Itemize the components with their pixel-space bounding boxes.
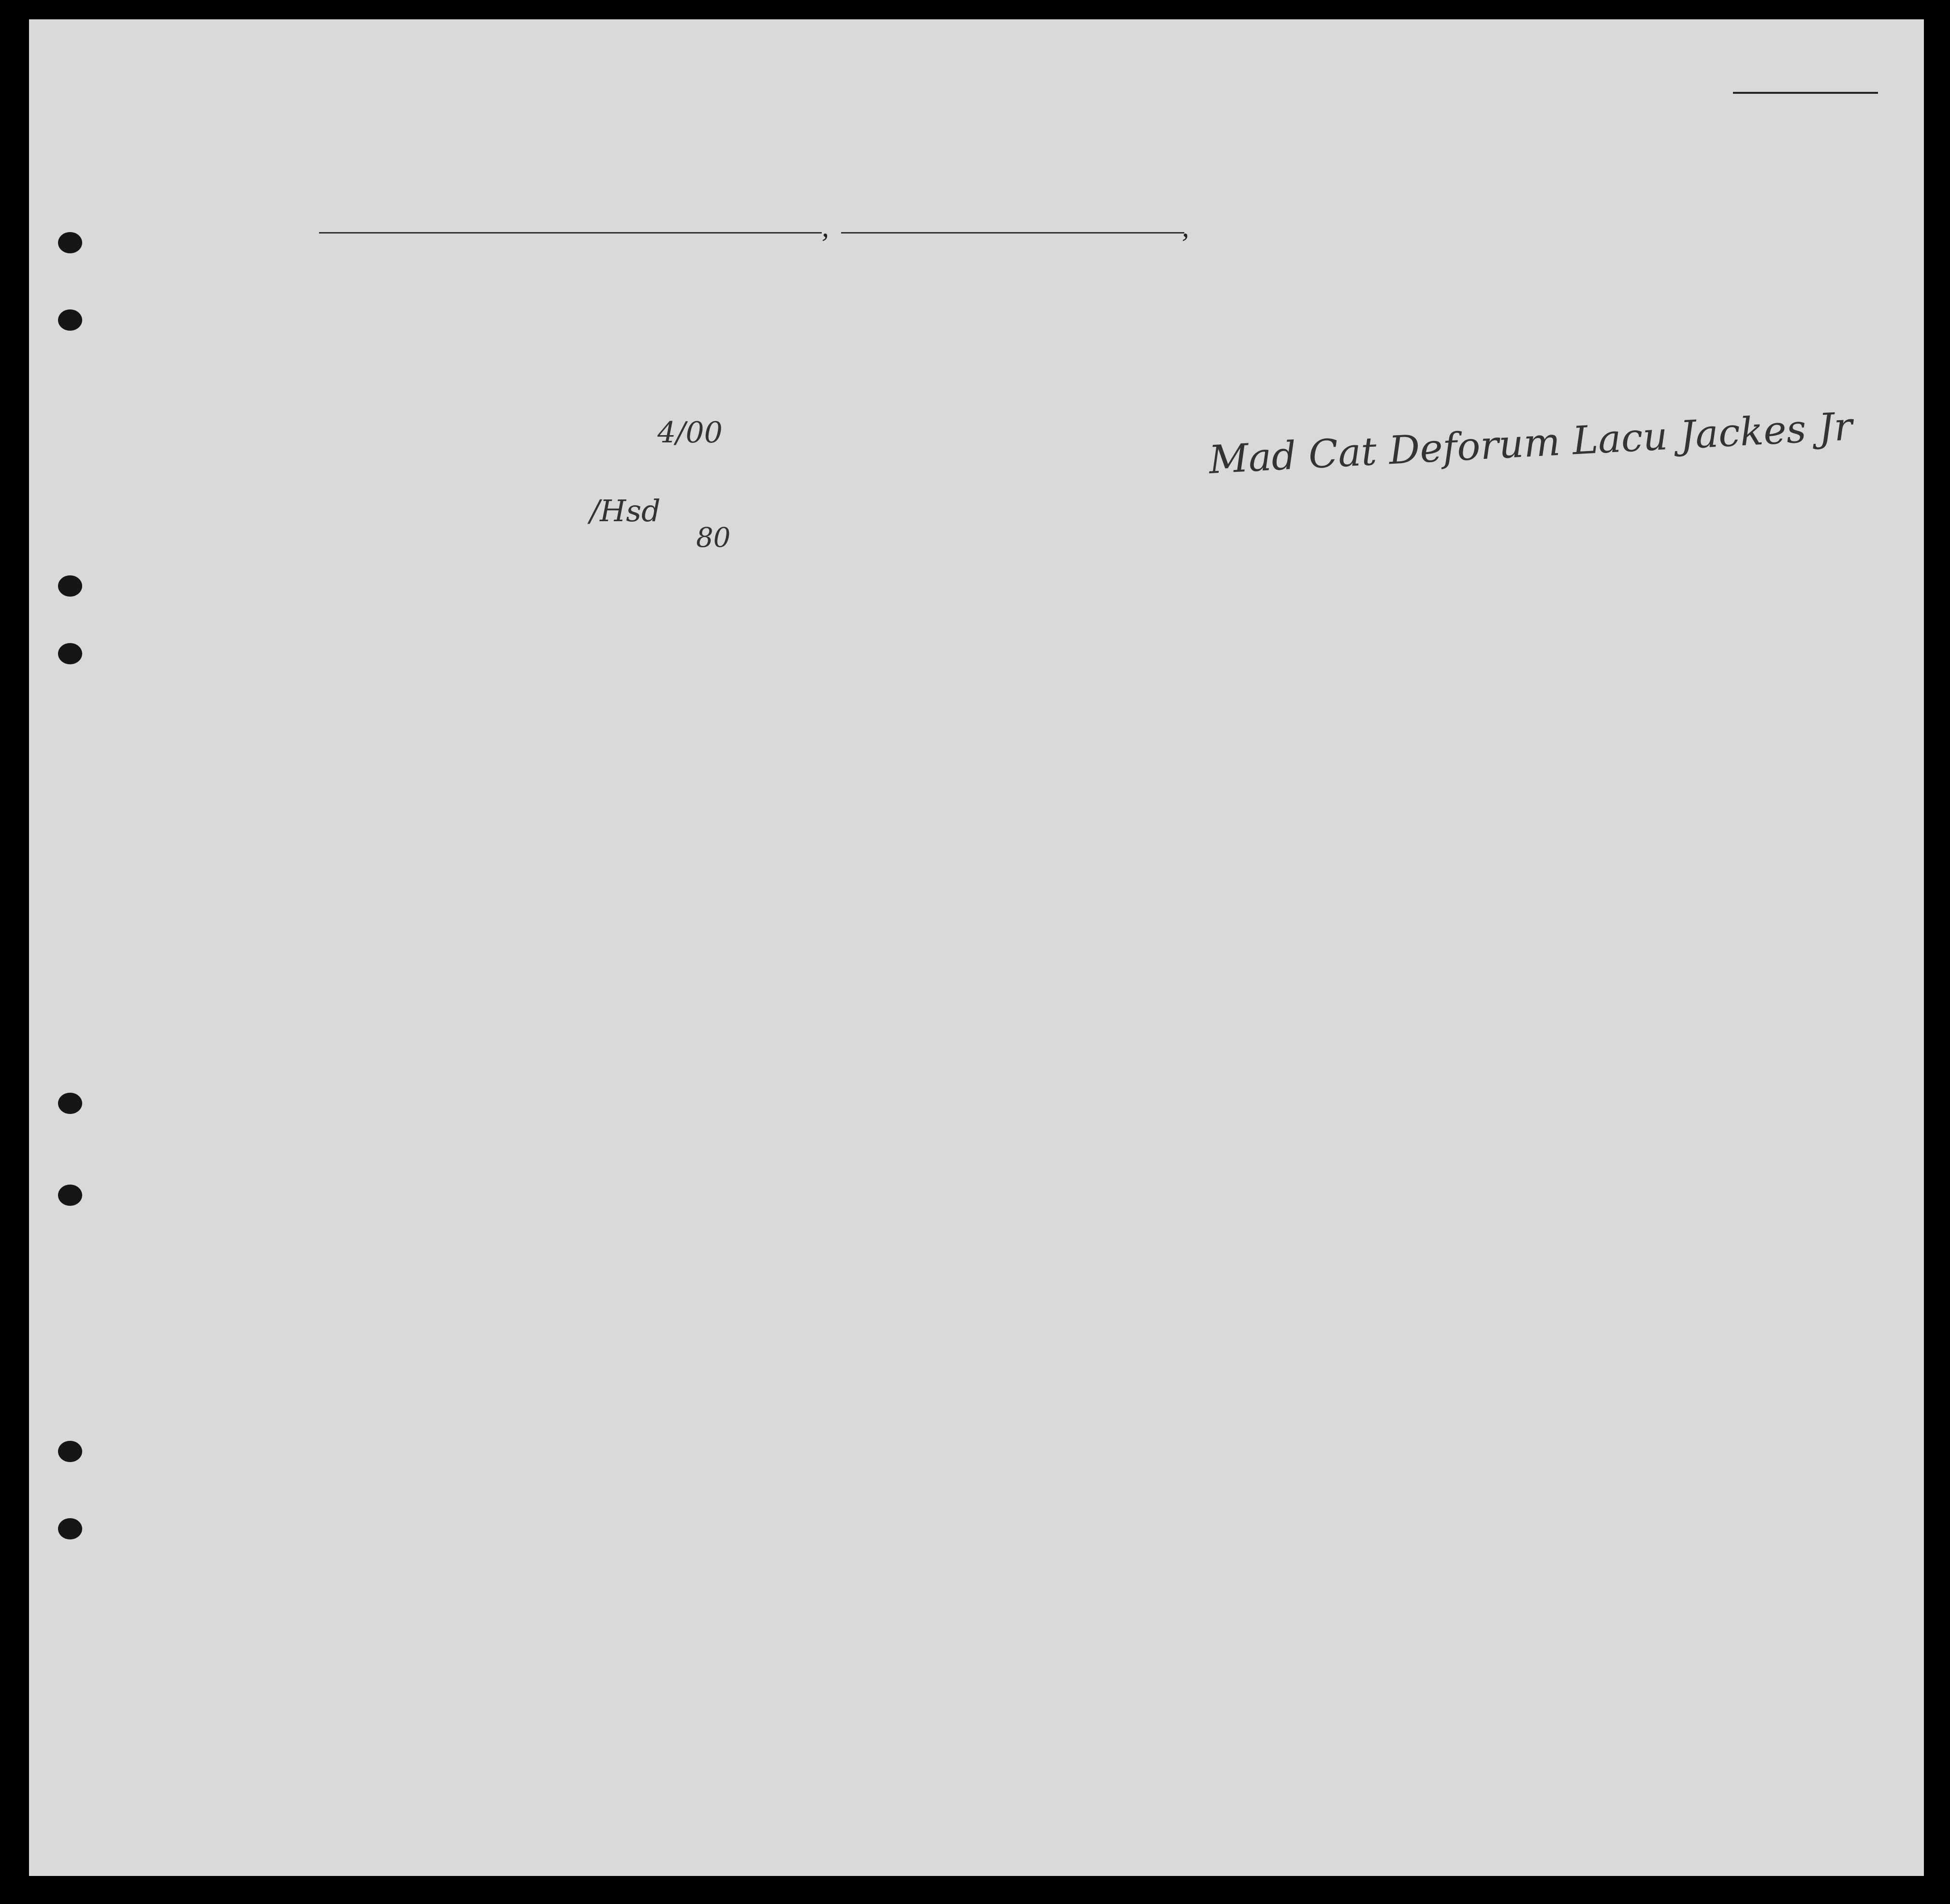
- punch-hole: [58, 309, 82, 331]
- punch-hole: [58, 643, 82, 664]
- comma-separator: ,: [1182, 211, 1189, 243]
- handwritten-amount-2: 80: [696, 522, 731, 554]
- handwritten-mark: /Hsd: [590, 493, 661, 528]
- punch-hole: [58, 1093, 82, 1114]
- punch-hole: [58, 232, 82, 253]
- punch-hole: [58, 575, 82, 597]
- manifest-grid: [29, 19, 1924, 1876]
- manifest-sheet: [29, 19, 1924, 1876]
- punch-hole: [58, 1185, 82, 1206]
- handwritten-amount: 4/00: [657, 416, 723, 450]
- punch-hole: [58, 1518, 82, 1539]
- punch-hole: [58, 1441, 82, 1462]
- comma-separator: ,: [822, 211, 829, 243]
- handwritten-scrawl: Mad Cat Deforum Lacu Jackes Jr: [1208, 404, 1854, 483]
